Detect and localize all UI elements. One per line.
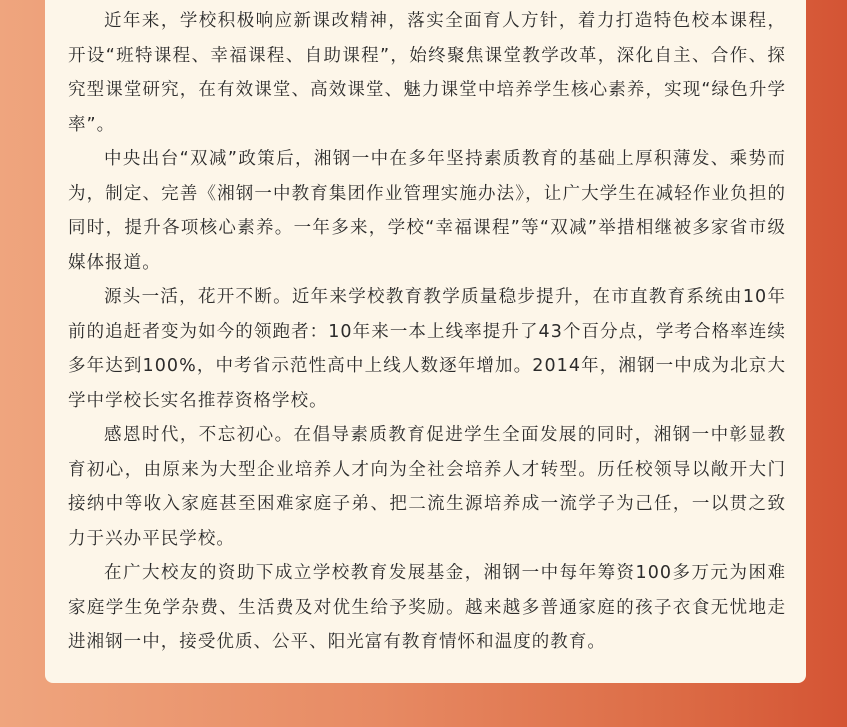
article-card [45, 0, 806, 683]
paragraph-original-aspiration: 感恩时代，不忘初心。在倡导素质教育促进学生全面发展的同时，湘钢一中彰显教育初心，由原来为大型企业培养人才向为全社会培养人才转型。历任校领导以敞开大门接纳中等收入家庭甚至困难家庭子弟、把二流生源培养成一流学子为己任，一以贯之致力于兴办平民学校。 [68, 425, 786, 549]
paragraph-teaching-quality: 源头一活，花开不断。近年来学校教育教学质量稳步提升，在市直教育系统由10年前的追赶者变为如今的领跑者：10年来一本上线率提升了43个百分点，学考合格率连续多年达到100%，中考省示范性高中上线人数逐年增加。2014年，湘钢一中成为北京大学中学校长实名推荐资格学校。 [68, 287, 786, 411]
paragraph-double-reduction: 中央出台“双减”政策后，湘钢一中在多年坚持素质教育的基础上厚积薄发、乘势而为，制定、完善《湘钢一中教育集团作业管理实施办法》，让广大学生在减轻作业负担的同时，提升各项核心素养。一年多来，学校“幸福课程”等“双减”举措相继被多家省市级媒体报道。 [68, 149, 786, 273]
paragraph-curriculum-reform: 近年来，学校积极响应新课改精神，落实全面育人方针，着力打造特色校本课程，开设“班特课程、幸福课程、自助课程”，始终聚焦课堂教学改革，深化自主、合作、探究型课堂研究，在有效课堂、高效课堂、魅力课堂中培养学生核心素养，实现“绿色升学率”。 [68, 11, 786, 135]
paragraph-education-fund: 在广大校友的资助下成立学校教育发展基金，湘钢一中每年筹资100多万元为困难家庭学生免学杂费、生活费及对优生给予奖励。越来越多普通家庭的孩子衣食无忧地走进湘钢一中，接受优质、公平、阳光富有教育情怀和温度的教育。 [68, 563, 786, 652]
